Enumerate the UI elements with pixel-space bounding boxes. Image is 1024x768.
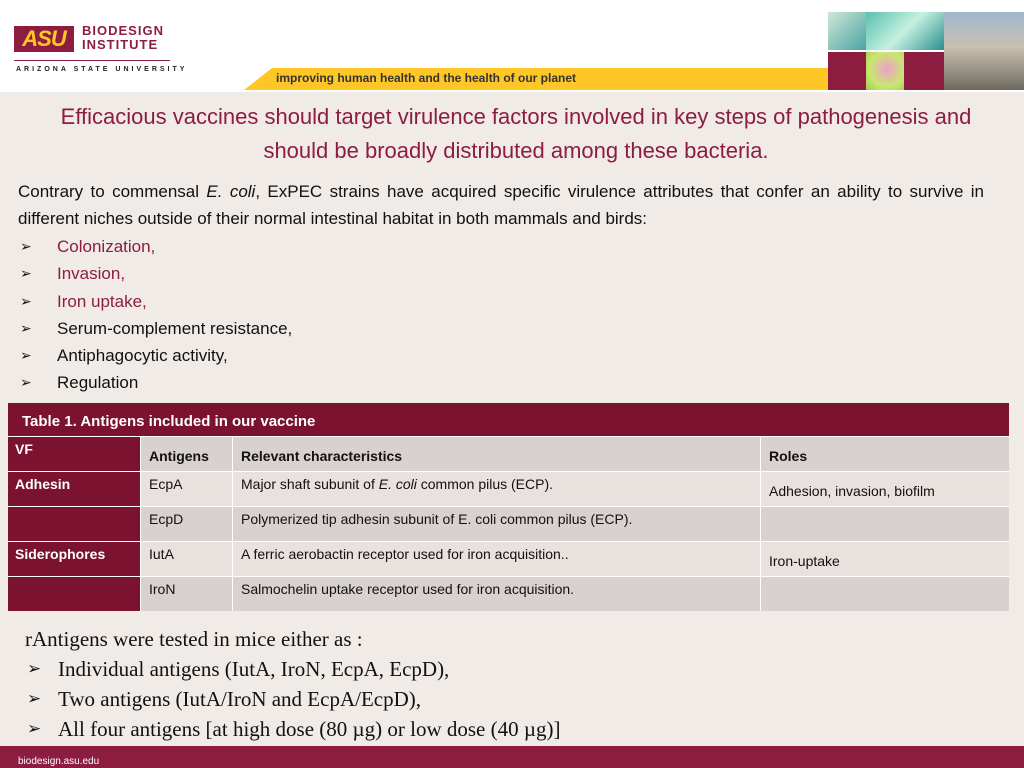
table-row (8, 471, 1009, 506)
list-item (18, 288, 618, 315)
header-photo-strip (828, 12, 1024, 90)
header-antigens: Antigens (141, 437, 233, 471)
slide-title: Efficacious vaccines should target virulence factors involved in key steps of pathogenesis and should be broadly distributed among these bacteria. (60, 104, 972, 163)
cell-characteristics: A ferric aerobactin receptor used for iron acquisition.. (233, 542, 761, 576)
list-item (18, 369, 618, 396)
logo-name (82, 24, 202, 52)
asu-logo-mark: ASU (14, 26, 74, 52)
slide-footer (0, 746, 1024, 768)
table-row (8, 576, 1009, 611)
cell-characteristics: Salmochelin uptake receptor used for iron acquisition. (233, 577, 761, 611)
list-item (18, 260, 618, 287)
virulence-attribute-list (18, 233, 618, 397)
arrow-bullet-icon: ➢ (27, 659, 42, 679)
summary-lead: rAntigens were tested in mice either as : (25, 627, 363, 651)
cell-text-after: common pilus (ECP). (416, 476, 554, 492)
intro-italic-term: E. coli (206, 182, 256, 201)
list-item-text: Antiphagocytic activity, (57, 346, 228, 366)
table-header-row (8, 436, 1009, 471)
tagline-bar (272, 68, 828, 90)
cell-role (761, 577, 1009, 611)
arrow-bullet-icon: ➢ (20, 347, 32, 364)
table-caption: Table 1. Antigens included in our vaccine (8, 403, 1009, 436)
cell-vf: Siderophores (8, 542, 141, 576)
cell-antigen: EcpA (141, 472, 233, 506)
header-characteristics: Relevant characteristics (233, 437, 761, 471)
intro-text-after: , ExPEC strains have acquired specific virulence attributes that confer an ability to survive in different niches outside of their normal intestinal habitat in both mammals and birds: (18, 182, 984, 228)
experiment-summary (25, 624, 825, 744)
list-item (25, 714, 825, 744)
arrow-bullet-icon: ➢ (20, 238, 32, 254)
maroon-tile-1 (828, 52, 866, 90)
cell-vf (8, 577, 141, 611)
maroon-tile-2 (904, 52, 944, 90)
university-name: ARIZONA STATE UNIVERSITY (16, 66, 188, 73)
list-item (18, 315, 618, 342)
intro-text-before: Contrary to commensal (18, 182, 207, 201)
table-row (8, 506, 1009, 541)
cell-vf (8, 507, 141, 541)
arrow-bullet-icon: ➢ (20, 374, 32, 391)
cell-antigen: EcpD (141, 507, 233, 541)
antigen-table (8, 403, 1009, 611)
list-item (25, 654, 825, 684)
list-item-text: Serum-complement resistance, (57, 318, 293, 338)
list-item-text: Individual antigens (IutA, IroN, EcpA, EcpD), (58, 657, 450, 681)
arrow-bullet-icon: ➢ (27, 719, 42, 739)
list-item-text: Two antigens (IutA/IroN and EcpA/EcpD), (58, 687, 422, 711)
cell-antigen: IutA (141, 542, 233, 576)
science-photo-1 (828, 12, 866, 50)
cell-text-before: Major shaft subunit of (241, 476, 379, 492)
logo-name-line1: BIODESIGN (82, 23, 164, 38)
list-item-text: Regulation (57, 373, 139, 393)
list-item-text: Colonization, (57, 237, 156, 256)
cell-vf: Adhesin (8, 472, 141, 506)
arrow-bullet-icon: ➢ (27, 689, 42, 709)
building-photo (944, 12, 1024, 90)
arrow-bullet-icon: ➢ (20, 265, 32, 282)
list-item (18, 233, 618, 260)
cell-antigen: IroN (141, 577, 233, 611)
footer-url[interactable]: biodesign.asu.edu (18, 756, 100, 767)
cell-role: Adhesion, invasion, biofilm (761, 472, 1009, 506)
logo-name-line2: INSTITUTE (82, 37, 159, 52)
flower-photo (866, 52, 904, 90)
intro-paragraph (18, 178, 984, 232)
list-item-text: Iron uptake, (57, 291, 147, 311)
science-photo-2 (866, 12, 944, 50)
slide-header (0, 0, 1024, 92)
table-row (8, 541, 1009, 576)
header-roles: Roles (761, 437, 1009, 471)
tagline: improving human health and the health of our planet (276, 71, 577, 85)
cell-characteristics: Polymerized tip adhesin subunit of E. coli common pilus (ECP). (233, 507, 761, 541)
list-item (25, 684, 825, 714)
header-vf: VF (8, 437, 141, 471)
logo-divider (14, 60, 170, 61)
arrow-bullet-icon: ➢ (20, 319, 32, 336)
list-item-text: All four antigens [at high dose (80 µg) or low dose (40 µg)] (58, 717, 561, 741)
cell-italic-term: E. coli (378, 476, 417, 492)
arrow-bullet-icon: ➢ (20, 292, 32, 309)
list-item (18, 342, 618, 369)
cell-characteristics (233, 472, 761, 506)
cell-role: Iron-uptake (761, 542, 1009, 576)
list-item-text: Invasion, (57, 264, 126, 284)
summary-list (25, 654, 825, 744)
cell-role (761, 507, 1009, 541)
